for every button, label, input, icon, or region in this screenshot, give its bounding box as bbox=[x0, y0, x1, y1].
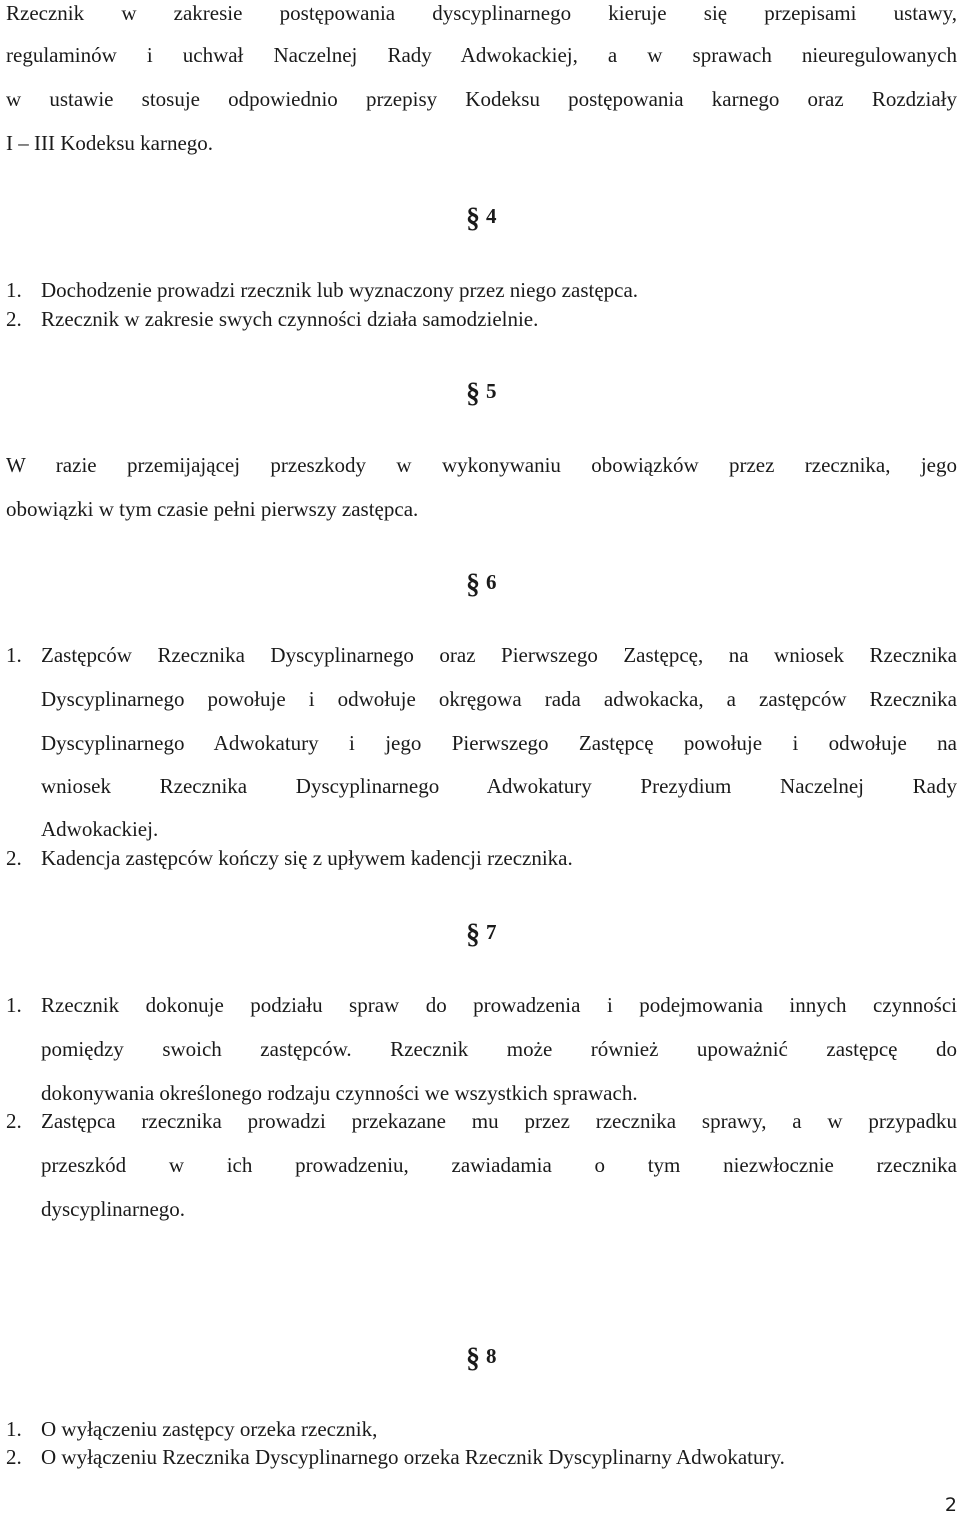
section-number: 8 bbox=[486, 1344, 497, 1368]
list-item bbox=[6, 642, 957, 668]
item-text-continued: pomiędzy swoich zastępców. Rzecznik może również upoważnić zastępcę do bbox=[41, 1037, 957, 1061]
item-text: Kadencja zastępców kończy się z upływem kadencji rzecznika. bbox=[41, 846, 573, 870]
section-number: 6 bbox=[486, 570, 497, 594]
item-number: 1. bbox=[6, 278, 22, 302]
item-text: O wyłączeniu zastępcy orzeka rzecznik, bbox=[41, 1417, 378, 1441]
item-text-continued: dokonywania określonego rodzaju czynności we wszystkich sprawach. bbox=[41, 1081, 638, 1105]
section-number: 5 bbox=[486, 379, 497, 403]
intro-line: Rzecznik w zakresie postępowania dyscyplinarnego kieruje się przepisami ustawy, bbox=[6, 1, 957, 25]
item-text-continued: Dyscyplinarnego Adwokatury i jego Pierwszego Zastępcę powołuje i odwołuje na bbox=[41, 731, 957, 755]
section-heading-6 bbox=[466, 566, 497, 600]
item-text: Zastępców Rzecznika Dyscyplinarnego oraz Pierwszego Zastępcę, na wniosek Rzecznika bbox=[41, 643, 957, 667]
paragraph-line: obowiązki w tym czasie pełni pierwszy zastępca. bbox=[6, 497, 419, 521]
list-item bbox=[6, 845, 957, 871]
item-number: 2. bbox=[6, 1109, 22, 1133]
paragraph-line: W razie przemijającej przeszkody w wykonywaniu obowiązków przez rzecznika, jego bbox=[6, 453, 957, 477]
item-text-continued: wniosek Rzecznika Dyscyplinarnego Adwokatury Prezydium Naczelnej Rady bbox=[41, 774, 957, 798]
intro-line: regulaminów i uchwał Naczelnej Rady Adwokackiej, a w sprawach nieuregulowanych bbox=[6, 43, 957, 67]
list-item bbox=[6, 992, 957, 1018]
item-text: Rzecznik dokonuje podziału spraw do prowadzenia i podejmowania innych czynności bbox=[41, 993, 957, 1017]
section-symbol: § bbox=[466, 378, 480, 409]
item-text: Rzecznik w zakresie swych czynności działa samodzielnie. bbox=[41, 307, 539, 331]
section-heading-4 bbox=[466, 200, 497, 234]
item-text: Dochodzenie prowadzi rzecznik lub wyznaczony przez niego zastępca. bbox=[41, 278, 639, 302]
item-number: 2. bbox=[6, 1445, 22, 1469]
item-text-continued: dyscyplinarnego. bbox=[41, 1197, 186, 1221]
page-number: 2 bbox=[944, 1494, 957, 1516]
item-number: 1. bbox=[6, 643, 22, 667]
list-item bbox=[6, 1108, 957, 1134]
intro-line: I – III Kodeksu karnego. bbox=[6, 131, 214, 155]
item-number: 1. bbox=[6, 1417, 22, 1441]
section-symbol: § bbox=[466, 1343, 480, 1374]
intro-line: w ustawie stosuje odpowiednio przepisy Kodeksu postępowania karnego oraz Rozdziały bbox=[6, 87, 957, 111]
item-number: 2. bbox=[6, 307, 22, 331]
section-symbol: § bbox=[466, 203, 480, 234]
list-item bbox=[6, 306, 957, 332]
section-heading-7 bbox=[466, 916, 497, 950]
list-item bbox=[6, 1444, 957, 1470]
item-text-continued: Adwokackiej. bbox=[41, 817, 159, 841]
section-heading-5 bbox=[466, 375, 497, 409]
item-number: 1. bbox=[6, 993, 22, 1017]
item-text-continued: przeszkód w ich prowadzeniu, zawiadamia o tym niezwłocznie rzecznika bbox=[41, 1153, 957, 1177]
item-number: 2. bbox=[6, 846, 22, 870]
item-text: O wyłączeniu Rzecznika Dyscyplinarnego orzeka Rzecznik Dyscyplinarny Adwokatury. bbox=[41, 1445, 785, 1469]
section-symbol: § bbox=[466, 919, 480, 950]
item-text: Zastępca rzecznika prowadzi przekazane mu przez rzecznika sprawy, a w przypadku bbox=[41, 1109, 957, 1133]
list-item bbox=[6, 277, 957, 303]
section-heading-8 bbox=[466, 1340, 497, 1374]
section-number: 7 bbox=[486, 920, 497, 944]
list-item bbox=[6, 1416, 957, 1442]
section-number: 4 bbox=[486, 204, 497, 228]
item-text-continued: Dyscyplinarnego powołuje i odwołuje okręgowa rada adwokacka, a zastępców Rzecznika bbox=[41, 687, 957, 711]
section-symbol: § bbox=[466, 569, 480, 600]
